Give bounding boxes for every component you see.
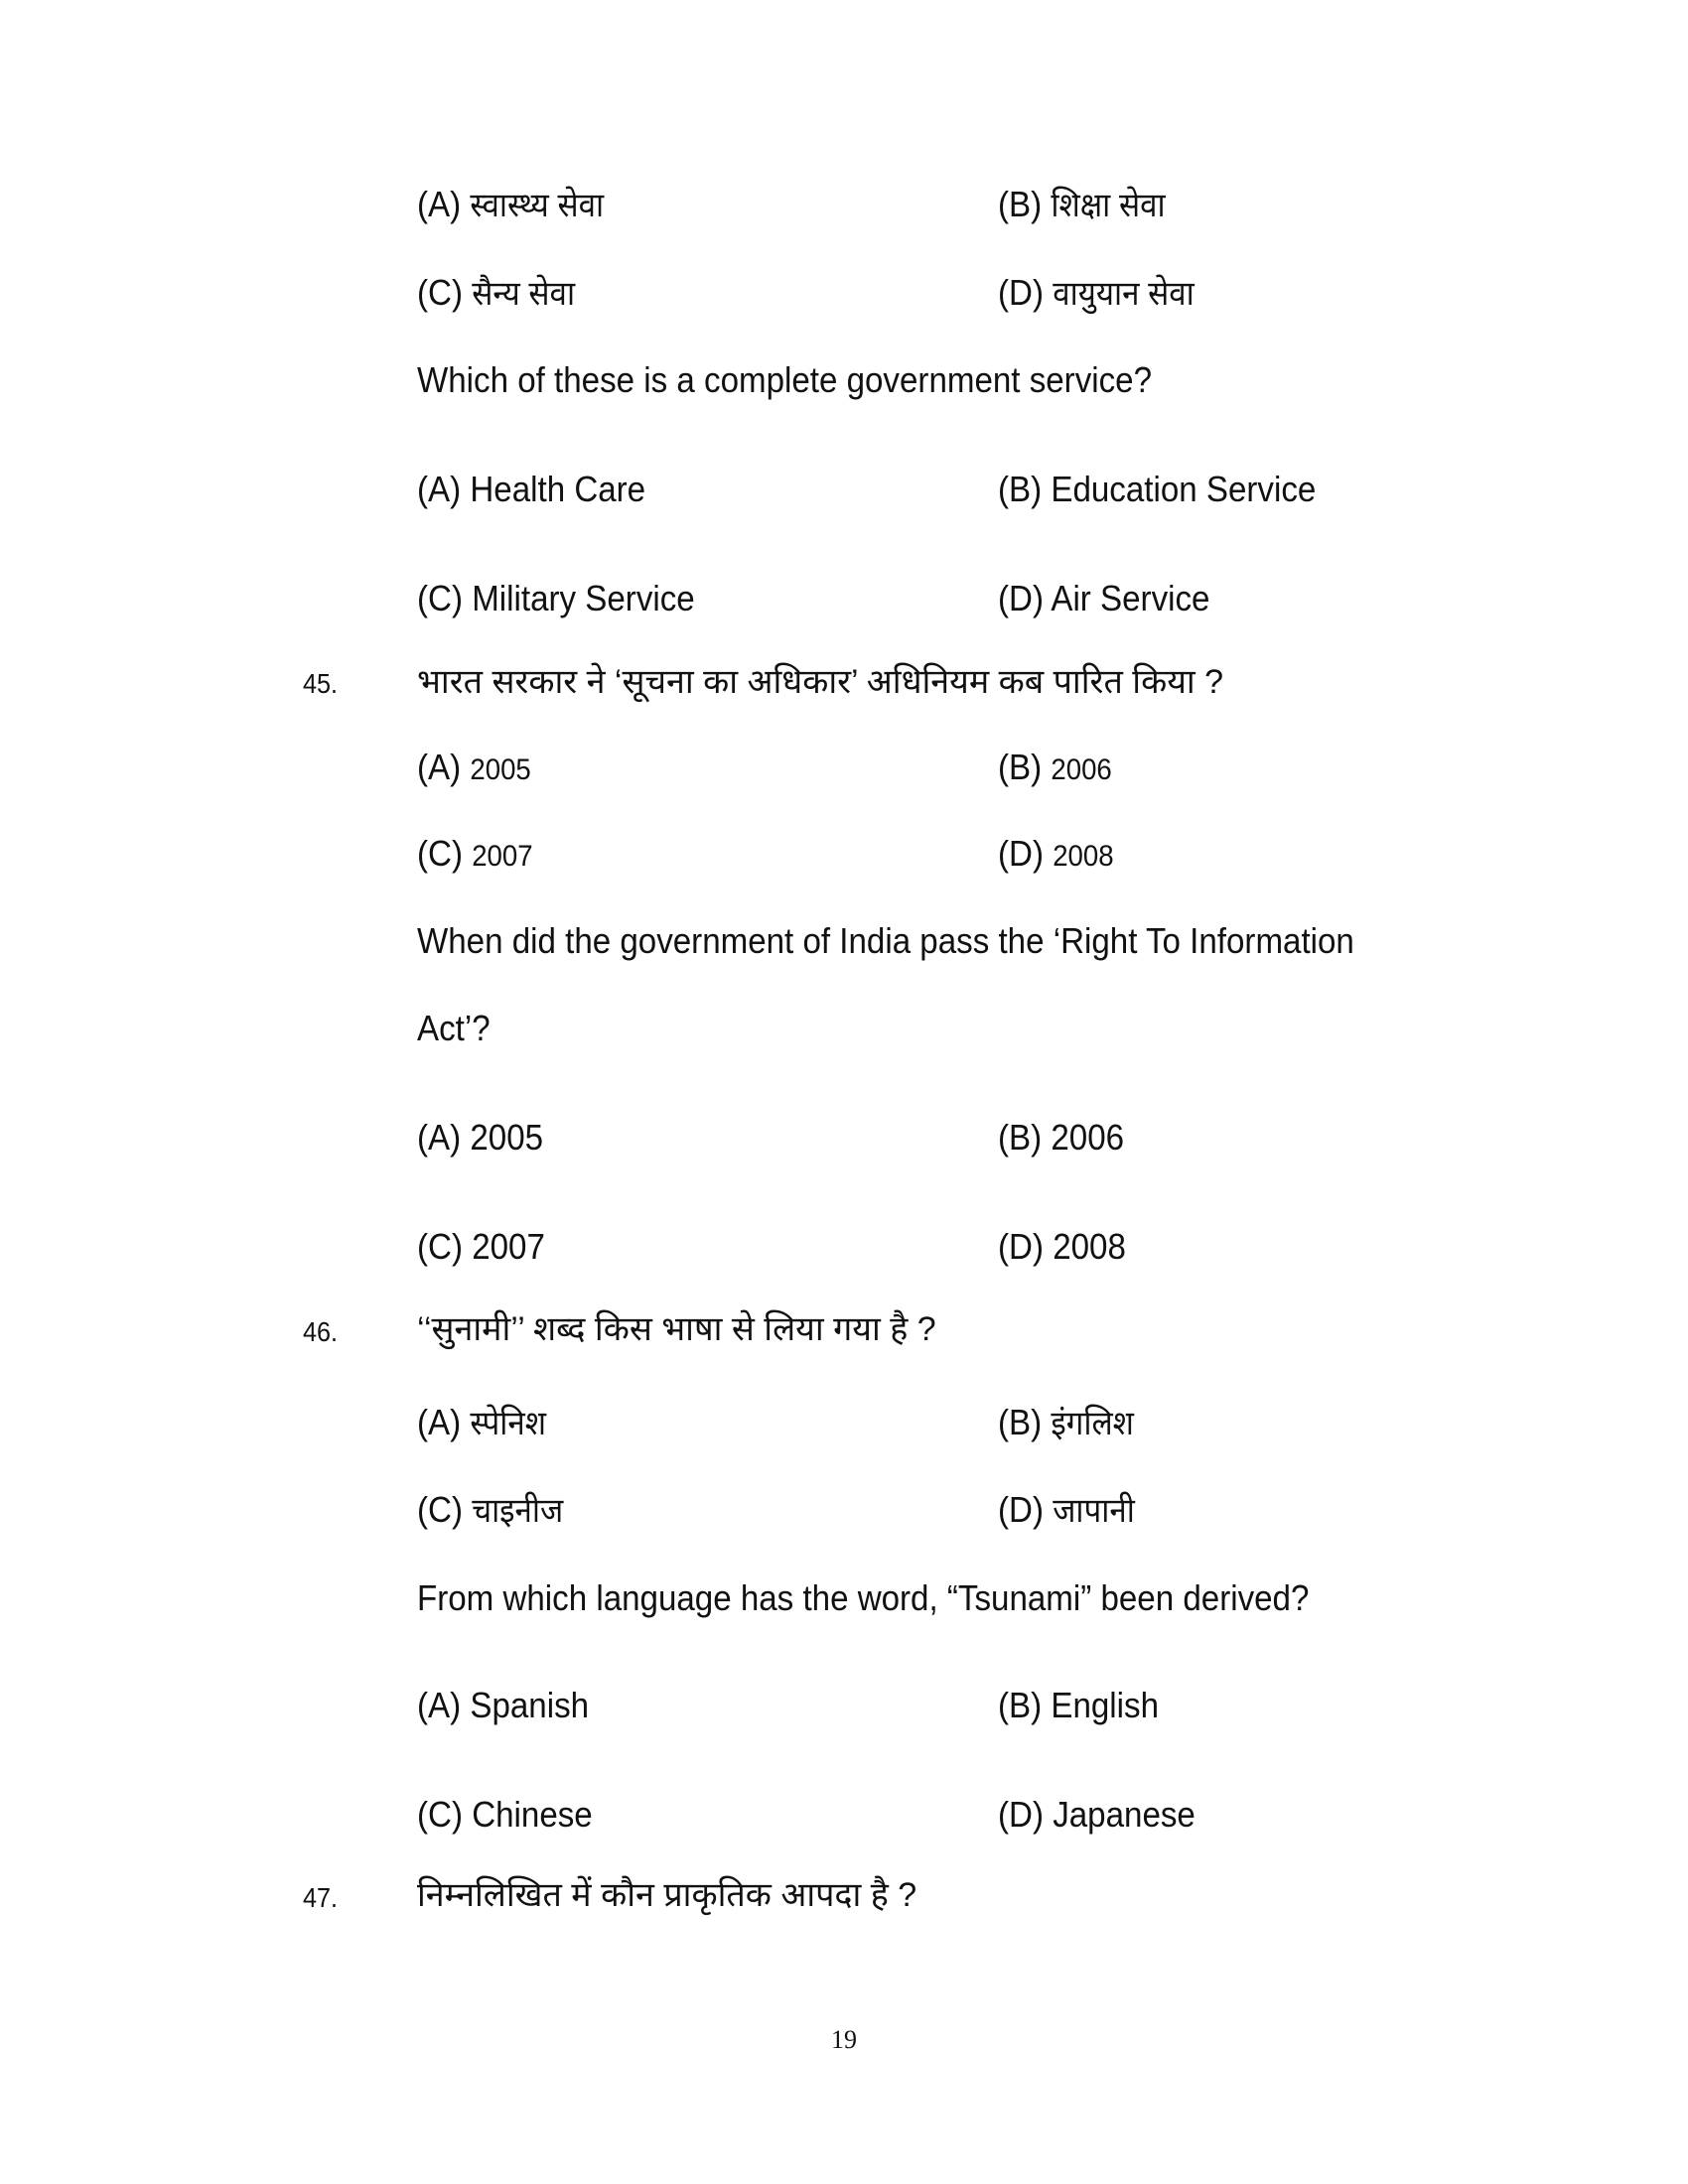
q46-hindi-option-a <box>417 1402 547 1442</box>
option-label: (A) <box>417 184 462 224</box>
option-text: 2005 <box>470 1117 544 1158</box>
q45-english-option-a <box>417 1117 544 1158</box>
option-label: (C) <box>417 272 463 313</box>
q44-english-option-c <box>417 578 695 618</box>
option-text: Japanese <box>1053 1794 1196 1835</box>
option-label: (A) <box>417 747 462 787</box>
q45-hindi-question: भारत सरकार ने ‘सूचना का अधिकार’ अधिनियम कब पारित किया ? <box>417 663 1224 701</box>
option-text: जापानी <box>1053 1492 1135 1530</box>
q46-number: 46. <box>303 1316 339 1347</box>
option-label: (D) <box>998 1226 1044 1267</box>
option-label: (D) <box>998 272 1044 313</box>
q46-hindi-option-b <box>998 1402 1134 1442</box>
option-text: 2005 <box>470 753 531 786</box>
option-text: वायुयान सेवा <box>1053 275 1195 313</box>
option-label: (B) <box>998 469 1043 509</box>
option-label: (C) <box>417 1489 463 1530</box>
option-label: (D) <box>998 578 1044 618</box>
q46-hindi-question: ‘‘सुनामी’’ शब्द किस भाषा से लिया गया है ? <box>417 1310 936 1348</box>
q44-hindi-option-b <box>998 184 1166 224</box>
option-text: स्वास्थ्य सेवा <box>470 187 605 224</box>
option-text: 2008 <box>1053 840 1114 873</box>
q46-english-option-a <box>417 1685 590 1725</box>
option-label: (D) <box>998 833 1044 874</box>
option-text: 2006 <box>1051 753 1112 786</box>
option-text: चाइनीज <box>472 1492 564 1530</box>
option-text: Military Service <box>472 578 695 618</box>
q45-hindi-option-d <box>998 833 1114 874</box>
q44-english-option-a <box>417 469 646 509</box>
q46-english-question: From which language has the word, “Tsunami” been derived? <box>417 1577 1310 1618</box>
option-text: Spanish <box>470 1685 590 1725</box>
option-label: (A) <box>417 1117 462 1158</box>
q44-hindi-option-d <box>998 272 1195 313</box>
option-text: English <box>1051 1685 1160 1725</box>
option-label: (B) <box>998 184 1043 224</box>
option-label: (A) <box>417 469 462 509</box>
q45-hindi-option-a <box>417 747 531 787</box>
option-label: (B) <box>998 1685 1043 1725</box>
q44-hindi-option-c <box>417 272 576 313</box>
option-text: 2006 <box>1051 1117 1125 1158</box>
option-text: 2007 <box>472 840 533 873</box>
option-label: (A) <box>417 1402 462 1442</box>
q45-english-option-b <box>998 1117 1125 1158</box>
option-label: (A) <box>417 1685 462 1725</box>
q46-english-option-d <box>998 1794 1196 1835</box>
option-label: (D) <box>998 1489 1044 1530</box>
option-text: सैन्य सेवा <box>472 275 576 313</box>
option-label: (B) <box>998 1402 1043 1442</box>
q45-english-option-c <box>417 1226 545 1267</box>
q47-number: 47. <box>303 1882 339 1913</box>
q44-english-question: Which of these is a complete government service? <box>417 359 1153 400</box>
option-text: Health Care <box>470 469 646 509</box>
option-text: इंगलिश <box>1051 1405 1134 1442</box>
q44-english-option-b <box>998 469 1317 509</box>
q47-hindi-question: निम्नलिखित में कौन प्राकृतिक आपदा है ? <box>417 1876 917 1914</box>
q46-hindi-option-d <box>998 1489 1135 1530</box>
option-label: (C) <box>417 578 463 618</box>
option-label: (C) <box>417 1794 463 1835</box>
option-text: 2007 <box>472 1226 545 1267</box>
q44-hindi-option-a <box>417 184 605 224</box>
page-number: 19 <box>831 2025 857 2054</box>
option-label: (B) <box>998 747 1043 787</box>
option-label: (D) <box>998 1794 1044 1835</box>
q45-hindi-option-b <box>998 747 1112 787</box>
option-text: शिक्षा सेवा <box>1051 187 1166 224</box>
option-text: Education Service <box>1051 469 1317 509</box>
option-label: (C) <box>417 1226 463 1267</box>
q46-english-option-b <box>998 1685 1160 1725</box>
q45-english-question-line2: Act’? <box>417 1008 491 1048</box>
option-text: Chinese <box>472 1794 593 1835</box>
q44-english-option-d <box>998 578 1210 618</box>
q46-english-option-c <box>417 1794 593 1835</box>
option-text: स्पेनिश <box>470 1405 547 1442</box>
q45-english-option-d <box>998 1226 1126 1267</box>
option-label: (C) <box>417 833 463 874</box>
q45-english-question-line1: When did the government of India pass the ‘Right To Information <box>417 920 1354 961</box>
option-text: Air Service <box>1051 578 1210 618</box>
q46-hindi-option-c <box>417 1489 564 1530</box>
option-label: (B) <box>998 1117 1043 1158</box>
q45-hindi-option-c <box>417 833 533 874</box>
option-text: 2008 <box>1053 1226 1126 1267</box>
q45-number: 45. <box>303 668 339 699</box>
